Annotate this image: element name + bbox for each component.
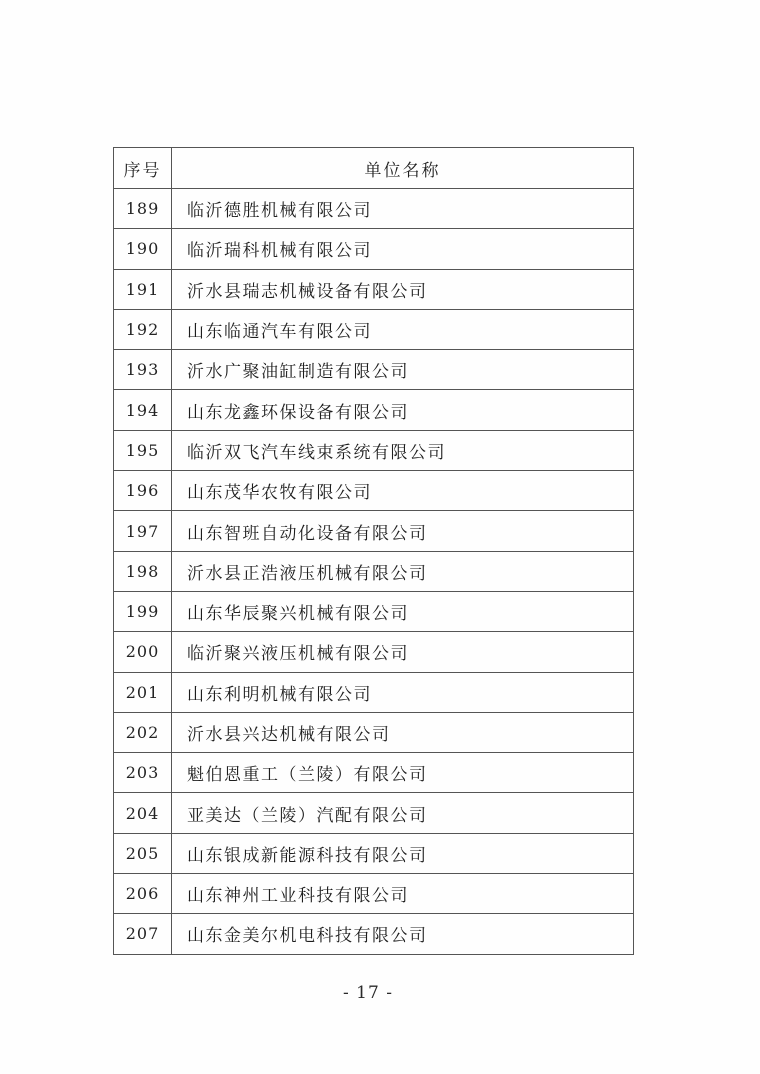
table-row <box>114 874 634 914</box>
row-serial-number: 192 <box>114 309 172 349</box>
page-number: - 17 - <box>343 983 393 1003</box>
row-serial-number: 198 <box>114 551 172 591</box>
table-row <box>114 833 634 873</box>
row-serial-number: 196 <box>114 471 172 511</box>
table-row <box>114 309 634 349</box>
row-company-name: 山东临通汽车有限公司 <box>172 309 634 349</box>
table-row <box>114 672 634 712</box>
row-company-name: 山东利明机械有限公司 <box>172 672 634 712</box>
row-company-name: 山东银成新能源科技有限公司 <box>172 833 634 873</box>
row-serial-number: 202 <box>114 712 172 752</box>
row-company-name: 临沂聚兴液压机械有限公司 <box>172 632 634 672</box>
row-company-name: 临沂德胜机械有限公司 <box>172 189 634 229</box>
row-company-name: 山东华辰聚兴机械有限公司 <box>172 591 634 631</box>
table-row <box>114 430 634 470</box>
header-cell-unit-name: 单位名称 <box>172 148 634 189</box>
table-row <box>114 591 634 631</box>
table-row <box>114 229 634 269</box>
row-company-name: 沂水县正浩液压机械有限公司 <box>172 551 634 591</box>
row-company-name: 临沂瑞科机械有限公司 <box>172 229 634 269</box>
row-company-name: 沂水广聚油缸制造有限公司 <box>172 350 634 390</box>
row-company-name: 山东龙鑫环保设备有限公司 <box>172 390 634 430</box>
table-row <box>114 753 634 793</box>
row-serial-number: 193 <box>114 350 172 390</box>
row-serial-number: 197 <box>114 511 172 551</box>
table-row <box>114 189 634 229</box>
table-row <box>114 632 634 672</box>
table-row <box>114 390 634 430</box>
row-serial-number: 204 <box>114 793 172 833</box>
table-row <box>114 914 634 954</box>
row-serial-number: 201 <box>114 672 172 712</box>
row-serial-number: 190 <box>114 229 172 269</box>
table-body <box>114 189 634 955</box>
table-row <box>114 511 634 551</box>
row-serial-number: 194 <box>114 390 172 430</box>
row-serial-number: 207 <box>114 914 172 954</box>
row-serial-number: 191 <box>114 269 172 309</box>
row-company-name: 山东茂华农牧有限公司 <box>172 471 634 511</box>
row-serial-number: 199 <box>114 591 172 631</box>
table-header-row <box>114 148 634 189</box>
company-roster-table <box>113 147 634 955</box>
row-company-name: 沂水县兴达机械有限公司 <box>172 712 634 752</box>
row-company-name: 山东金美尔机电科技有限公司 <box>172 914 634 954</box>
table-row <box>114 551 634 591</box>
row-company-name: 沂水县瑞志机械设备有限公司 <box>172 269 634 309</box>
table-row <box>114 793 634 833</box>
row-company-name: 亚美达（兰陵）汽配有限公司 <box>172 793 634 833</box>
table-row <box>114 712 634 752</box>
row-company-name: 山东神州工业科技有限公司 <box>172 874 634 914</box>
row-serial-number: 200 <box>114 632 172 672</box>
row-serial-number: 189 <box>114 189 172 229</box>
row-serial-number: 205 <box>114 833 172 873</box>
table-row <box>114 471 634 511</box>
row-serial-number: 203 <box>114 753 172 793</box>
row-company-name: 山东智班自动化设备有限公司 <box>172 511 634 551</box>
row-serial-number: 206 <box>114 874 172 914</box>
row-serial-number: 195 <box>114 430 172 470</box>
table-row <box>114 350 634 390</box>
row-company-name: 临沂双飞汽车线束系统有限公司 <box>172 430 634 470</box>
table-row <box>114 269 634 309</box>
header-cell-serial-number: 序号 <box>114 148 172 189</box>
row-company-name: 魁伯恩重工（兰陵）有限公司 <box>172 753 634 793</box>
